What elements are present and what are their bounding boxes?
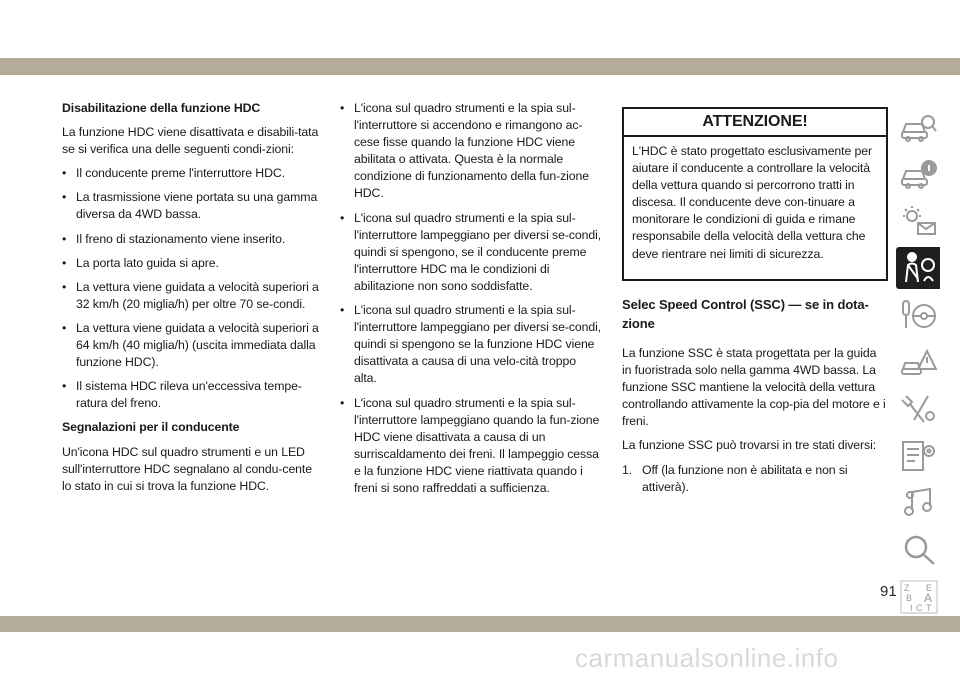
list-item: • La vettura viene guidata a velocità superiori a 64 km/h (40 miglia/h) (uscita immediata dalla funzione HDC). xyxy=(62,320,319,370)
warning-text: L'HDC è stato progettato esclusivamente per aiutare il conducente a controllare la velocità della vettura quando si percorrono tratti in discesa. Il conducente deve con-tinuare a monitorare le condizioni di guida e rimane responsabile della velocità della vettura che deve rientrare nei limiti di sicurezza. xyxy=(632,144,873,261)
multimedia-music-icon xyxy=(900,486,938,520)
alphabet-letter: A xyxy=(924,591,933,605)
section-heading-hdc-disable: Disabilitazione della funzione HDC xyxy=(62,101,261,115)
page-number: 91 xyxy=(880,583,897,600)
tab-index[interactable] xyxy=(896,529,940,571)
wrench-tools-icon xyxy=(900,392,938,426)
column-middle xyxy=(340,100,602,504)
tab-car-info[interactable] xyxy=(896,153,940,195)
section-heading-ssc: Selec Speed Control (SSC) — se in dota-zione xyxy=(622,297,869,331)
alphabet-index-icon xyxy=(900,580,938,614)
tab-multimedia[interactable] xyxy=(896,482,940,524)
paragraph: La funzione SSC può trovarsi in tre stati diversi: xyxy=(622,438,877,453)
bullet-list xyxy=(340,100,602,497)
list-item: • La porta lato guida si apre. xyxy=(62,255,219,270)
alphabet-letter: B xyxy=(906,593,913,603)
list-item: • Il conducente preme l'interruttore HDC. xyxy=(62,166,285,181)
list-item: • L'icona sul quadro strumenti e la spia sul-l'interruttore lampeggiano per diversi se-condi, quindi si spengono, se il conducente preme l'interruttore HDC ma le condizioni di abilitazione non sono soddisfatte. xyxy=(340,210,602,293)
tab-car-search[interactable] xyxy=(896,106,940,148)
watermark: carmanualsonline.info xyxy=(575,643,839,673)
warning-title: ATTENZIONE! xyxy=(624,109,886,137)
list-item: • L'icona sul quadro strumenti e la spia sul-l'interruttore lampeggiano quando la fun-zione HDC viene disattivata a causa di un surriscaldamento dei freni. Il lampeggio cessa e la funzione HDC viene riattivata quando i freni si sono raffreddati a sufficienza. xyxy=(340,395,600,495)
seatbelt-airbag-icon xyxy=(900,251,938,285)
tab-warning-lights[interactable] xyxy=(896,200,940,242)
paragraph: Un'icona HDC sul quadro strumenti e un LED sull'interruttore HDC segnalano al condu-cente lo stato in cui si trova la funzione HDC. xyxy=(62,444,312,493)
alphabet-letter: C xyxy=(916,603,923,613)
list-item-text: Off (la funzione non è abilitata e non si attiverà). xyxy=(642,462,848,494)
paragraph: La funzione SSC è stata progettata per la guida in fuoristrada solo nella gamma 4WD bassa. La funzione SSC mantiene la velocità della vettura controllando attivamente la cop-pia del motore e i freni. xyxy=(622,346,886,429)
tab-starting-driving[interactable] xyxy=(896,294,940,336)
tab-specifications[interactable] xyxy=(896,435,940,477)
chapter-tabs xyxy=(896,106,940,623)
index-search-icon xyxy=(900,533,938,567)
section-heading-driver-signals: Segnalazioni per il conducente xyxy=(62,420,240,435)
warning-light-message-icon xyxy=(900,204,938,238)
hazard-triangle-car-icon xyxy=(900,345,938,379)
list-item: • La trasmissione viene portata su una gamma diversa da 4WD bassa. xyxy=(62,190,318,222)
header-band xyxy=(0,58,960,75)
specifications-gear-icon xyxy=(900,439,938,473)
tab-alphabetical-index[interactable] xyxy=(896,576,940,618)
top-margin xyxy=(0,0,960,50)
key-steering-wheel-icon xyxy=(900,298,938,332)
list-number: 1. xyxy=(622,462,633,477)
paragraph: La funzione HDC viene disattivata e disabili-tata se si verifica una delle seguenti condi-zioni: xyxy=(62,125,319,157)
alphabet-letter: Z xyxy=(904,583,910,593)
list-item: • Il freno di stazionamento viene inserito. xyxy=(62,231,286,246)
tab-emergency[interactable] xyxy=(896,341,940,383)
list-item: • L'icona sul quadro strumenti e la spia sul-l'interruttore si accendono e rimangono ac-cese fisse quando la funzione HDC viene abilitata o attivata. Questa è la normale condizione di funzionamento della fun-zione HDC. xyxy=(340,101,589,201)
car-search-icon xyxy=(900,110,938,144)
warning-box xyxy=(622,107,888,281)
alphabet-letter: T xyxy=(926,603,932,613)
alphabet-letter: E xyxy=(926,583,933,593)
alphabet-letter: I xyxy=(910,603,913,613)
car-info-icon xyxy=(900,157,938,191)
list-item: • L'icona sul quadro strumenti e la spia sul-l'interruttore lampeggiano per diversi se-condi, quindi si spengono se la funzione HDC viene disattivata a causa di una velo-cità troppo alta. xyxy=(340,303,602,386)
column-left xyxy=(62,100,321,502)
numbered-list-item xyxy=(622,462,888,496)
tab-safety[interactable] xyxy=(896,247,940,289)
column-right xyxy=(622,107,888,496)
footer-band xyxy=(0,616,960,632)
tab-service[interactable] xyxy=(896,388,940,430)
list-item: • Il sistema HDC rileva un'eccessiva tempe-ratura del freno. xyxy=(62,379,302,411)
list-item: • La vettura viene guidata a velocità superiori a 32 km/h (20 miglia/h) per oltre 70 se-condi. xyxy=(62,279,319,311)
bullet-list xyxy=(62,165,321,412)
